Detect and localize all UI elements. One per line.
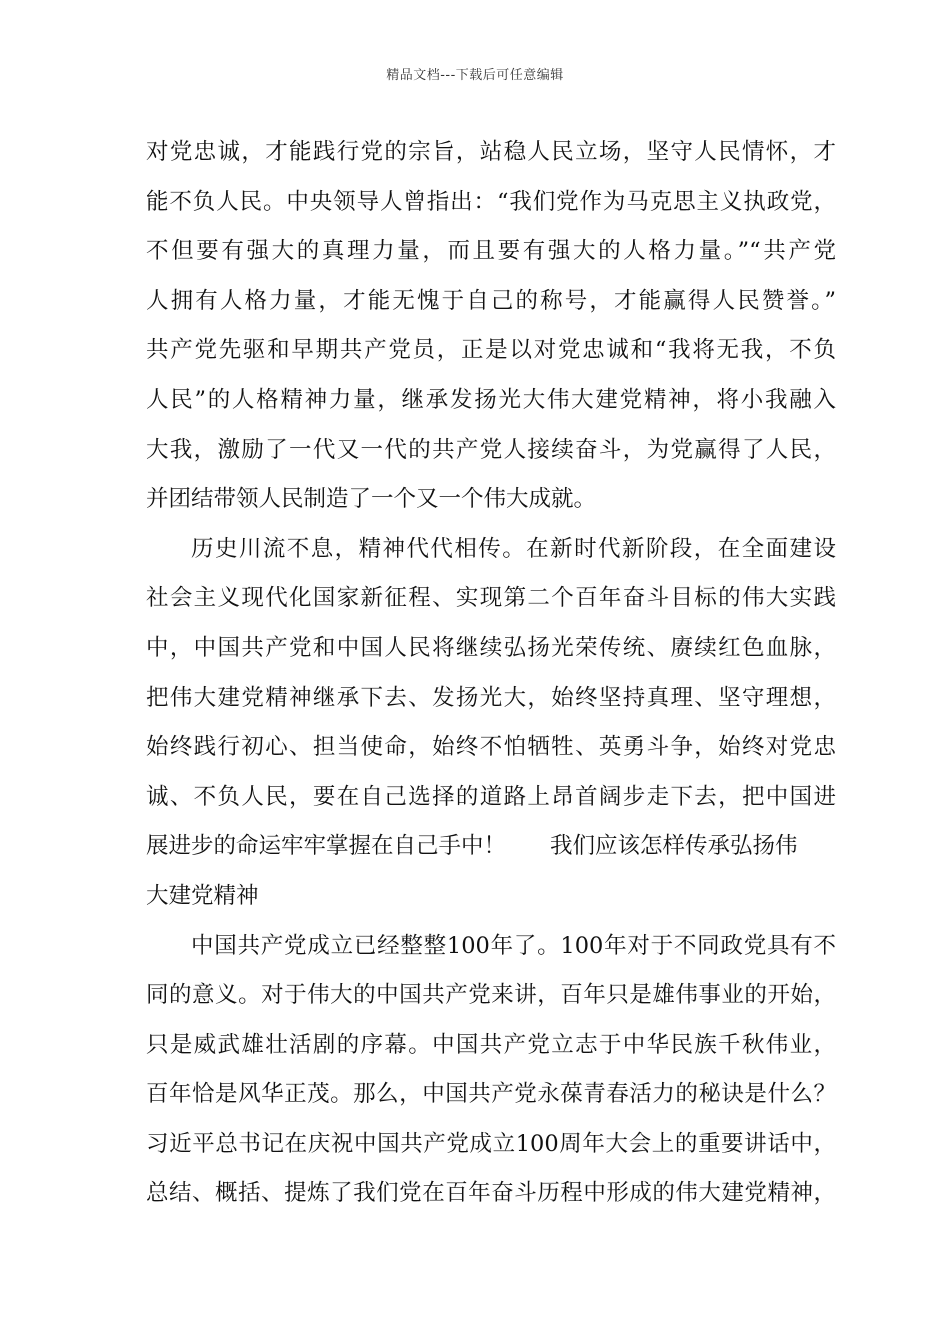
text-line: 共产党先驱和早期共产党员，正是以对党忠诚和“我将无我，不负 <box>146 337 836 364</box>
text-line: 中，中国共产党和中国人民将继续弘扬光荣传统、赓续红色血脉， <box>146 634 836 661</box>
text-line: 能不负人民。中央领导人曾指出：“我们党作为马克思主义执政党， <box>146 188 836 215</box>
document-body <box>146 128 836 1219</box>
text-line: 把伟大建党精神继承下去、发扬光大，始终坚持真理、坚守理想， <box>146 684 836 711</box>
paragraph-first-line: 历史川流不息，精神代代相传。在新时代新阶段，在全面建设 <box>191 535 836 562</box>
text-line: 人民”的人格精神力量，继承发扬光大伟大建党精神，将小我融入 <box>146 386 836 413</box>
text-line: 始终践行初心、担当使命，始终不怕牺牲、英勇斗争，始终对党忠 <box>146 734 836 761</box>
text-line: 人拥有人格力量，才能无愧于自己的称号，才能赢得人民赞誉。” <box>146 287 836 314</box>
text-line: 大我，激励了一代又一代的共产党人接续奋斗，为党赢得了人民， <box>146 436 836 463</box>
text-line: 习近平总书记在庆祝中国共产党成立100周年大会上的重要讲话中， <box>146 1130 836 1157</box>
paragraph-first-line: 中国共产党成立已经整整100年了。100年对于不同政党具有不 <box>191 932 836 959</box>
text-line: 诚、不负人民，要在自己选择的道路上昂首阔步走下去，把中国进 <box>146 783 836 810</box>
text-line: 同的意义。对于伟大的中国共产党来讲，百年只是雄伟事业的开始， <box>146 982 836 1009</box>
text-line: 百年恰是风华正茂。那么，中国共产党永葆青春活力的秘诀是什么？ <box>146 1081 836 1108</box>
text-line-with-heading <box>146 822 836 872</box>
text-line: 不但要有强大的真理力量，而且要有强大的人格力量。”“共产党 <box>146 238 836 265</box>
text-segment: 展进步的命运牢牢掌握在自己手中！ <box>146 833 507 860</box>
section-heading-continued: 大建党精神 <box>146 882 259 909</box>
section-heading: 我们应该怎样传承弘扬伟 <box>550 833 798 860</box>
text-line: 只是威武雄壮活剧的序幕。中国共产党立志于中华民族千秋伟业， <box>146 1031 836 1058</box>
text-line: 对党忠诚，才能践行党的宗旨，站稳人民立场，坚守人民情怀，才 <box>146 139 836 165</box>
page-header-watermark: 精品文档---下载后可任意编辑 <box>386 68 564 83</box>
text-line: 社会主义现代化国家新征程、实现第二个百年奋斗目标的伟大实践 <box>146 585 836 612</box>
text-line: 总结、概括、提炼了我们党在百年奋斗历程中形成的伟大建党精神， <box>146 1180 836 1207</box>
text-line: 并团结带领人民制造了一个又一个伟大成就。 <box>146 486 597 513</box>
